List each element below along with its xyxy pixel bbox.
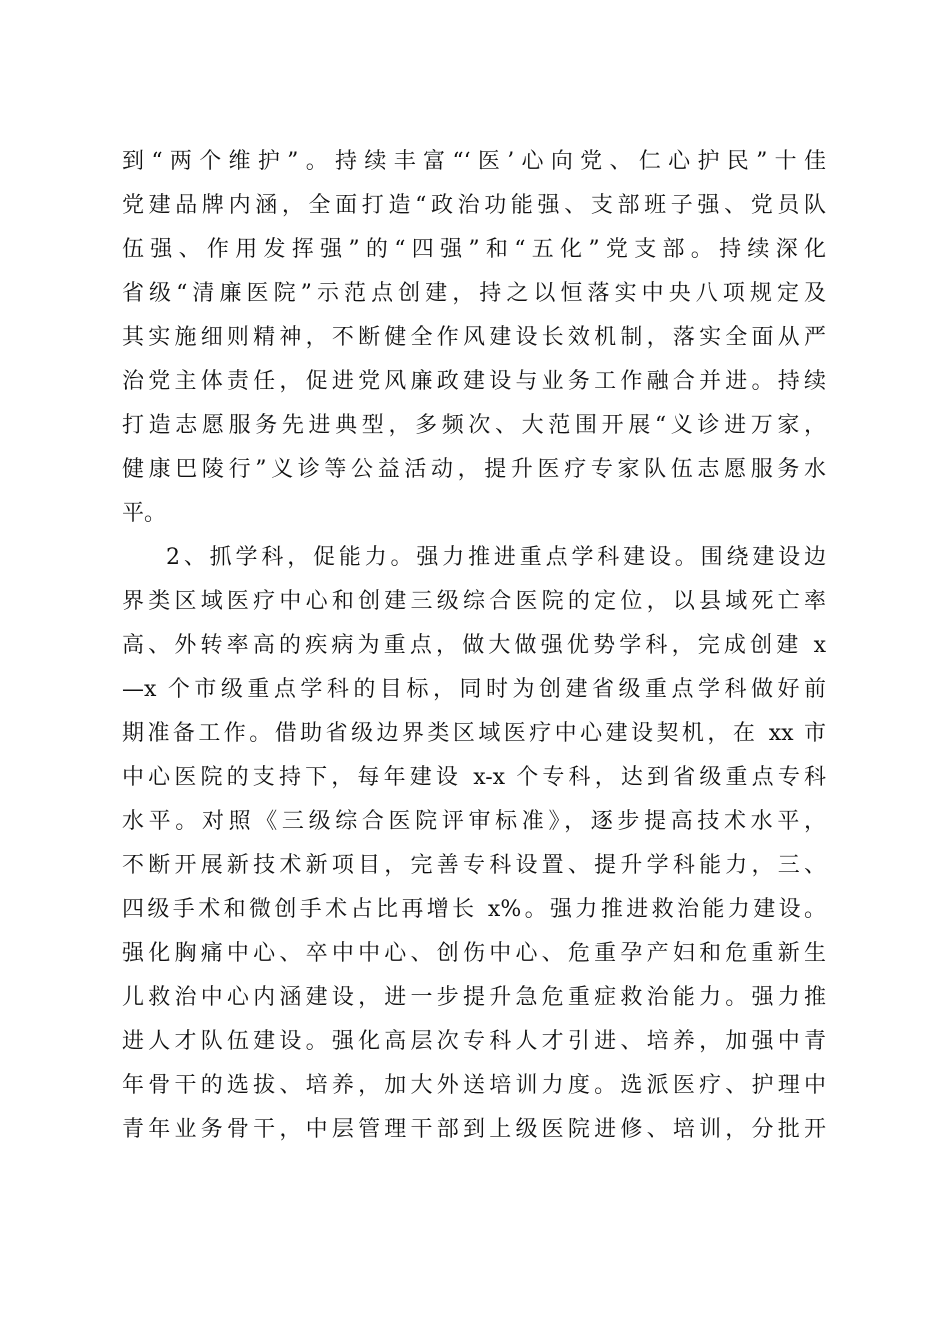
paragraph-line: 青年业务骨干，中层管理干部到上级医院进修、培训，分批开 xyxy=(122,1117,826,1142)
paragraph-line: 强化胸痛中心、卒中中心、创伤中心、危重孕产妇和危重新生 xyxy=(122,941,826,966)
paragraph-line: 健康巴陵行”义诊等公益活动，提升医疗专家队伍志愿服务水 xyxy=(122,457,826,482)
document-body xyxy=(122,140,826,1152)
paragraph-line: 期准备工作。借助省级边界类区域医疗中心建设契机，在 xx 市 xyxy=(122,721,826,746)
paragraph-1 xyxy=(122,140,826,536)
paragraph-line: 不断开展新技术新项目，完善专科设置、提升学科能力，三、 xyxy=(122,853,826,878)
paragraph-line: 治党主体责任，促进党风廉政建设与业务工作融合并进。持续 xyxy=(122,369,826,394)
paragraph-line: 水平。对照《三级综合医院评审标准》，逐步提高技术水平， xyxy=(122,809,826,834)
paragraph-line: —x 个市级重点学科的目标，同时为创建省级重点学科做好前 xyxy=(122,677,826,702)
paragraph-line: 其实施细则精神，不断健全作风建设长效机制，落实全面从严 xyxy=(122,325,826,350)
paragraph-line: 到“两个维护”。持续丰富“‘医’心向党、仁心护民”十佳 xyxy=(122,149,826,174)
paragraph-line: 平。 xyxy=(122,501,167,526)
paragraph-line: 打造志愿服务先进典型，多频次、大范围开展“义诊进万家， xyxy=(122,413,826,438)
paragraph-line: 进人才队伍建设。强化高层次专科人才引进、培养，加强中青 xyxy=(122,1029,826,1054)
paragraph-line: 党建品牌内涵，全面打造“政治功能强、支部班子强、党员队 xyxy=(122,193,826,218)
paragraph-line: 中心医院的支持下，每年建设 x-x 个专科，达到省级重点专科 xyxy=(122,765,826,790)
paragraph-line: 界类区域医疗中心和创建三级综合医院的定位，以县域死亡率 xyxy=(122,589,826,614)
paragraph-line: 四级手术和微创手术占比再增长 x%。强力推进救治能力建设。 xyxy=(122,897,826,922)
paragraph-line: 高、外转率高的疾病为重点，做大做强优势学科，完成创建 x xyxy=(122,633,826,658)
paragraph-2 xyxy=(122,536,826,1152)
paragraph-line: 2、抓学科，促能力。强力推进重点学科建设。围绕建设边 xyxy=(166,545,826,570)
paragraph-line: 伍强、作用发挥强”的“四强”和“五化”党支部。持续深化 xyxy=(122,237,826,262)
paragraph-line: 儿救治中心内涵建设，进一步提升急危重症救治能力。强力推 xyxy=(122,985,826,1010)
paragraph-line: 省级“清廉医院”示范点创建，持之以恒落实中央八项规定及 xyxy=(122,281,826,306)
paragraph-line: 年骨干的选拔、培养，加大外送培训力度。选派医疗、护理中 xyxy=(122,1073,826,1098)
